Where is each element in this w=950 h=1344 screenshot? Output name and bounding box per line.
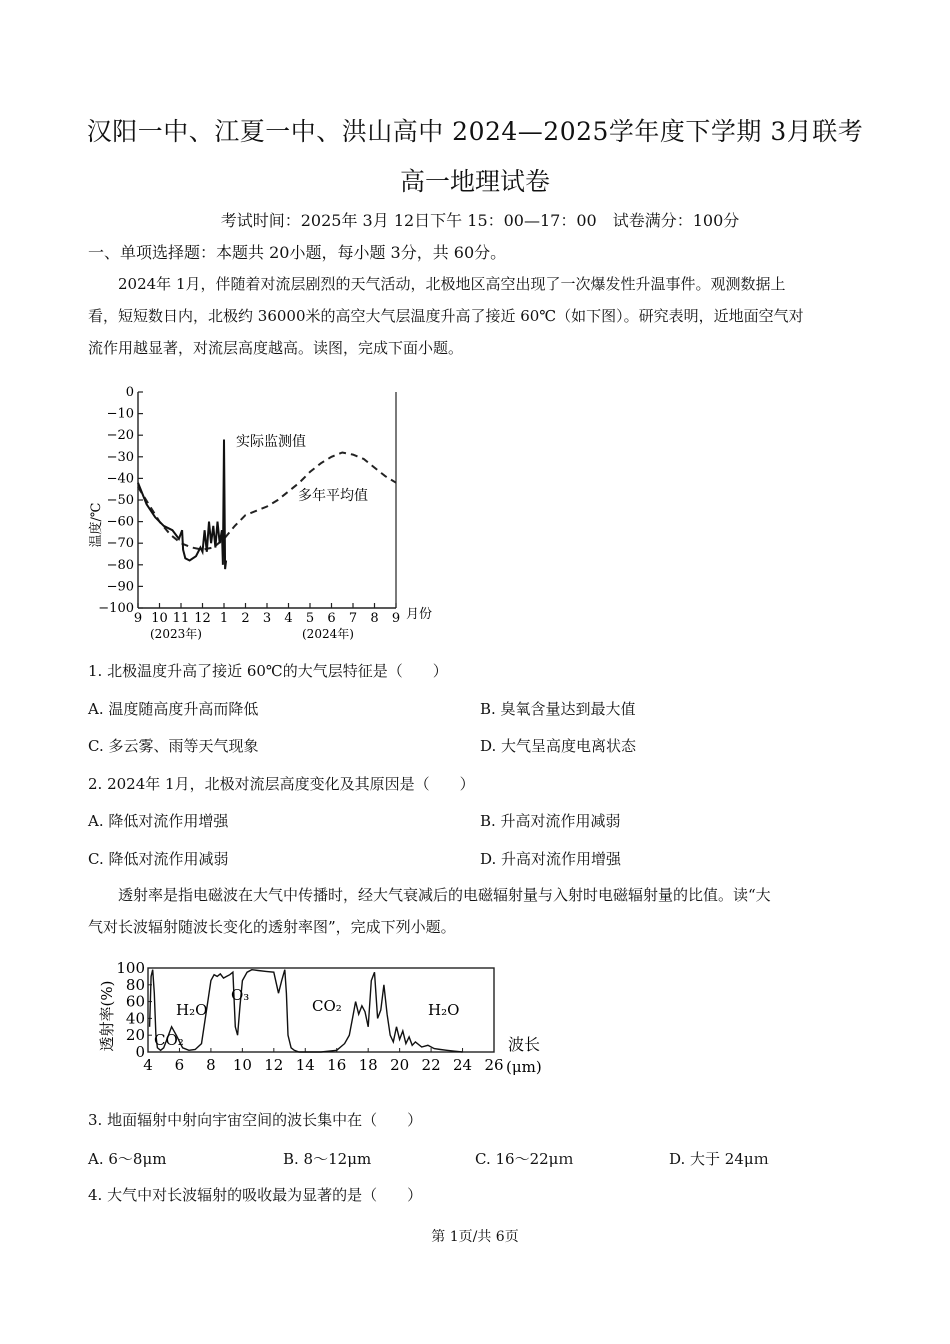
y-tick-label: 80 <box>125 975 145 994</box>
y-tick-label: 0 <box>135 1043 145 1061</box>
question-stem: 1. 北极温度升高了接近 60℃的大气层特征是（ ） <box>88 662 448 680</box>
question-stem: 2. 2024年 1月，北极对流层高度变化及其原因是（ ） <box>88 775 475 793</box>
intro-line: 2024年 1月，伴随着对流层剧烈的天气活动，北极地区高空出现了一次爆发性升温事件。观测数据上 <box>118 275 786 293</box>
option-b: B. 8～12μm <box>283 1150 372 1168</box>
question-stem: 4. 大气中对长波辐射的吸收最为显著的是（ ） <box>88 1186 423 1204</box>
x-tick-label: 24 <box>452 1056 473 1074</box>
y-tick-label: −60 <box>106 514 134 530</box>
y-tick-label: 20 <box>125 1026 145 1045</box>
y-tick-label: −90 <box>106 579 134 595</box>
x-tick-label: 6 <box>174 1056 185 1074</box>
x-tick-label: 10 <box>151 611 168 626</box>
y-tick-label: −10 <box>106 406 134 422</box>
x-unit-label: 月份 <box>406 607 433 622</box>
x-tick-label: 11 <box>172 611 190 626</box>
y-tick-label: −20 <box>106 428 134 444</box>
x-tick-label: 1 <box>219 611 229 626</box>
x-tick-label: 4 <box>284 611 293 626</box>
x-tick-label: 6 <box>327 611 336 626</box>
option-c: C. 16～22μｍ <box>475 1150 574 1168</box>
y-tick-label: −100 <box>98 601 134 616</box>
section-heading: 一、单项选择题：本题共 20小题，每小题 3分，共 60分。 <box>88 243 507 262</box>
y-tick-label: 40 <box>125 1009 145 1028</box>
label-average: 多年平均值 <box>298 488 368 504</box>
page-footer: 第 1页/共 6页 <box>431 1229 519 1245</box>
intro-line: 透射率是指电磁波在大气中传播时，经大气衰减后的电磁辐射量与入射时电磁辐射量的比值。读“大 <box>118 886 771 904</box>
option-c: C. 多云雾、雨等天气现象 <box>88 737 259 755</box>
y-tick-label: 100 <box>116 959 145 977</box>
x-tick-label: 16 <box>327 1056 347 1074</box>
transmittance-chart <box>96 958 566 1088</box>
x-tick-label: 22 <box>421 1056 441 1074</box>
x-tick-label: 2 <box>241 611 250 626</box>
label-h2o-left: H₂O <box>176 1001 208 1019</box>
x-tick-label: 18 <box>358 1056 378 1074</box>
y-tick-label: 60 <box>125 992 145 1011</box>
y-tick-label: −80 <box>106 557 134 573</box>
intro-line: 看，短短数日内，北极约 36000米的高空大气层温度升高了接近 60℃（如下图）。研究表明，近地面空气对 <box>88 307 804 325</box>
option-a: A. 温度随高度升高而降低 <box>88 700 259 718</box>
x-axis-label: 波长 <box>508 1035 541 1054</box>
option-d: D. 大于 24μｍ <box>669 1150 769 1168</box>
exam-title: 汉阳一中、江夏一中、洪山高中 2024—2025学年度下学期 3月联考 <box>86 117 864 146</box>
option-a: A. 降低对流作用增强 <box>88 812 229 830</box>
exam-info: 考试时间：2025年 3月 12日下午 15：00—17：00 试卷满分：100分 <box>220 211 740 230</box>
label-co2-left: CO₂ <box>154 1031 184 1049</box>
x-tick-label: 7 <box>348 611 358 626</box>
intro-paragraph-2 <box>88 879 878 943</box>
y-axis-label: 温度/℃ <box>89 502 104 548</box>
option-b: B. 升高对流作用减弱 <box>480 812 621 830</box>
y-axis-label: 透射率(%) <box>98 980 116 1052</box>
option-d: D. 升高对流作用增强 <box>480 850 622 868</box>
intro-line: 气对长波辐射随波长变化的透射率图”，完成下列小题。 <box>88 918 456 936</box>
label-h2o-right: H₂O <box>428 1001 460 1019</box>
x-tick-label: 26 <box>484 1056 504 1074</box>
y-tick-label: −30 <box>106 449 134 465</box>
label-actual: 实际监测值 <box>236 434 306 450</box>
label-year-2023: (2023年) <box>150 627 202 641</box>
x-tick-label: 12 <box>194 611 211 626</box>
y-tick-label: −50 <box>106 493 134 508</box>
x-tick-label: 4 <box>143 1056 153 1074</box>
option-a: A. 6～8μm <box>88 1150 167 1168</box>
temperature-chart <box>86 380 458 648</box>
x-tick-label: 12 <box>264 1056 284 1074</box>
option-b: B. 臭氧含量达到最大值 <box>480 700 636 718</box>
y-tick-label: −40 <box>106 471 134 487</box>
x-tick-label: 20 <box>390 1056 410 1074</box>
option-c: C. 降低对流作用减弱 <box>88 850 229 868</box>
x-tick-label: 5 <box>305 611 315 626</box>
series-actual-line <box>138 440 226 570</box>
y-tick-label: 0 <box>125 385 134 400</box>
question-stem: 3. 地面辐射中射向宇宙空间的波长集中在（ ） <box>88 1111 423 1129</box>
intro-line: 流作用越显著，对流层高度越高。读图，完成下面小题。 <box>88 339 464 357</box>
x-tick-label: 10 <box>232 1056 252 1074</box>
label-o3: O₃ <box>231 986 250 1004</box>
x-tick-label: 14 <box>295 1056 315 1074</box>
x-tick-label: 9 <box>133 611 143 626</box>
x-axis-unit: (μm) <box>506 1058 542 1076</box>
intro-paragraph-1 <box>88 268 878 364</box>
x-tick-label: 9 <box>391 611 401 626</box>
y-tick-label: −70 <box>106 536 134 552</box>
x-tick-label: 8 <box>206 1056 216 1074</box>
label-co2-mid: CO₂ <box>312 997 342 1015</box>
option-d: D. 大气呈高度电离状态 <box>480 737 637 755</box>
x-tick-label: 8 <box>370 611 379 626</box>
label-year-2024: (2024年) <box>302 627 354 641</box>
exam-subtitle: 高一地理试卷 <box>399 167 550 196</box>
x-tick-label: 3 <box>262 611 272 626</box>
